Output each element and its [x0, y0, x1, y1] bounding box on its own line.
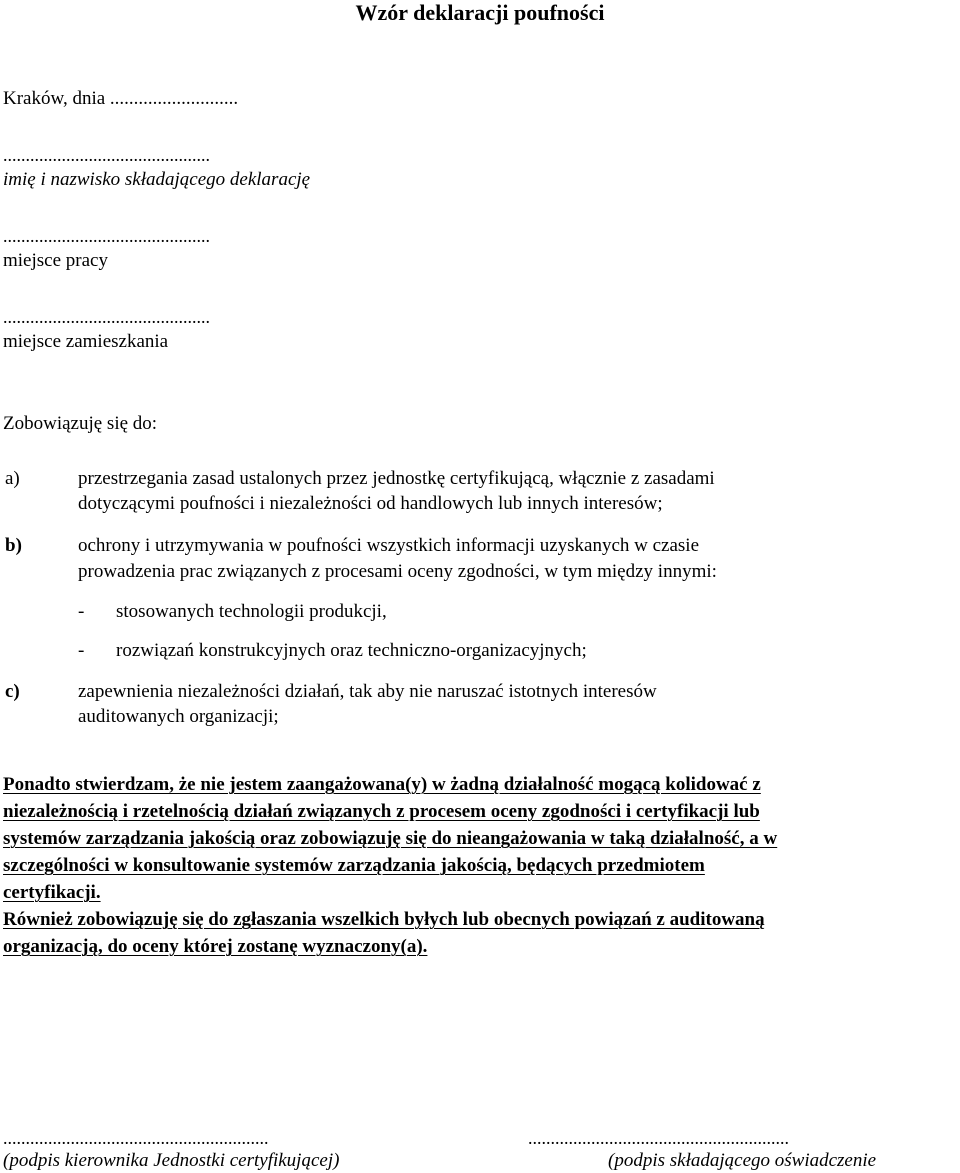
- item-label-c: c): [5, 681, 20, 702]
- declaration-line: systemów zarządzania jakością oraz zobowiązuję się do nieangażowania w taką działalność, a w: [3, 828, 778, 849]
- item-b-line-1: ochrony i utrzymywania w poufności wszystkich informacji uzyskanych w czasie: [78, 535, 700, 556]
- item-c-line-2: auditowanych organizacji;: [78, 706, 279, 727]
- subitem-text: rozwiązań konstrukcyjnych oraz techniczno-organizacyjnych;: [116, 640, 587, 661]
- item-label-a: a): [5, 468, 20, 489]
- item-a-line-1: przestrzegania zasad ustalonych przez jednostkę certyfikującą, włącznie z zasadami: [78, 468, 715, 489]
- signature-left-dots: ...........................................................: [3, 1128, 269, 1148]
- subitem-dash: -: [78, 601, 85, 622]
- workplace-field-caption: miejsce pracy: [3, 250, 108, 271]
- declaration-line: Również zobowiązuję się do zgłaszania wszelkich byłych lub obecnych powiązań z auditowaną: [3, 909, 765, 930]
- item-b-line-2: prowadzenia prac związanych z procesami oceny zgodności, w tym między innymi:: [78, 561, 717, 582]
- subitem-technology: [78, 601, 387, 623]
- signature-right-caption: (podpis składającego oświadczenie: [608, 1150, 877, 1171]
- residence-field-caption: miejsce zamieszkania: [3, 331, 169, 352]
- residence-field-dots: ..............................................: [3, 307, 210, 327]
- name-field-dots: ..............................................: [3, 145, 210, 165]
- item-label-b: b): [5, 535, 22, 556]
- subitem-solutions: [78, 640, 587, 662]
- declaration-line: Ponadto stwierdzam, że nie jestem zaangażowana(y) w żadną działalność mogącą kolidować z: [3, 774, 761, 795]
- declaration-line: organizacją, do oceny której zostanę wyznaczony(a).: [3, 936, 428, 957]
- subitem-dash: -: [78, 640, 85, 661]
- intro-text: Zobowiązuję się do:: [3, 413, 158, 434]
- declaration-line: szczególności w konsultowanie systemów zarządzania jakością, będących przedmiotem: [3, 855, 705, 876]
- place-date-line: Kraków, dnia ...........................: [3, 88, 239, 109]
- subitem-text: stosowanych technologii produkcji,: [116, 601, 387, 622]
- item-a-line-2: dotyczącymi poufności i niezależności od handlowych lub innych interesów;: [78, 493, 663, 514]
- declaration-line: niezależnością i rzetelnością działań związanych z procesem oceny zgodności i certyfikacji lub: [3, 801, 760, 822]
- page-title: Wzór deklaracji poufności: [355, 0, 605, 25]
- signature-left-caption: (podpis kierownika Jednostki certyfikującej): [3, 1150, 340, 1171]
- declaration-line: certyfikacji.: [3, 882, 101, 903]
- signature-right-dots: ..........................................................: [528, 1128, 789, 1148]
- workplace-field-dots: ..............................................: [3, 226, 210, 246]
- name-field-caption: imię i nazwisko składającego deklarację: [3, 169, 311, 190]
- item-c-line-1: zapewnienia niezależności działań, tak aby nie naruszać istotnych interesów: [78, 681, 657, 702]
